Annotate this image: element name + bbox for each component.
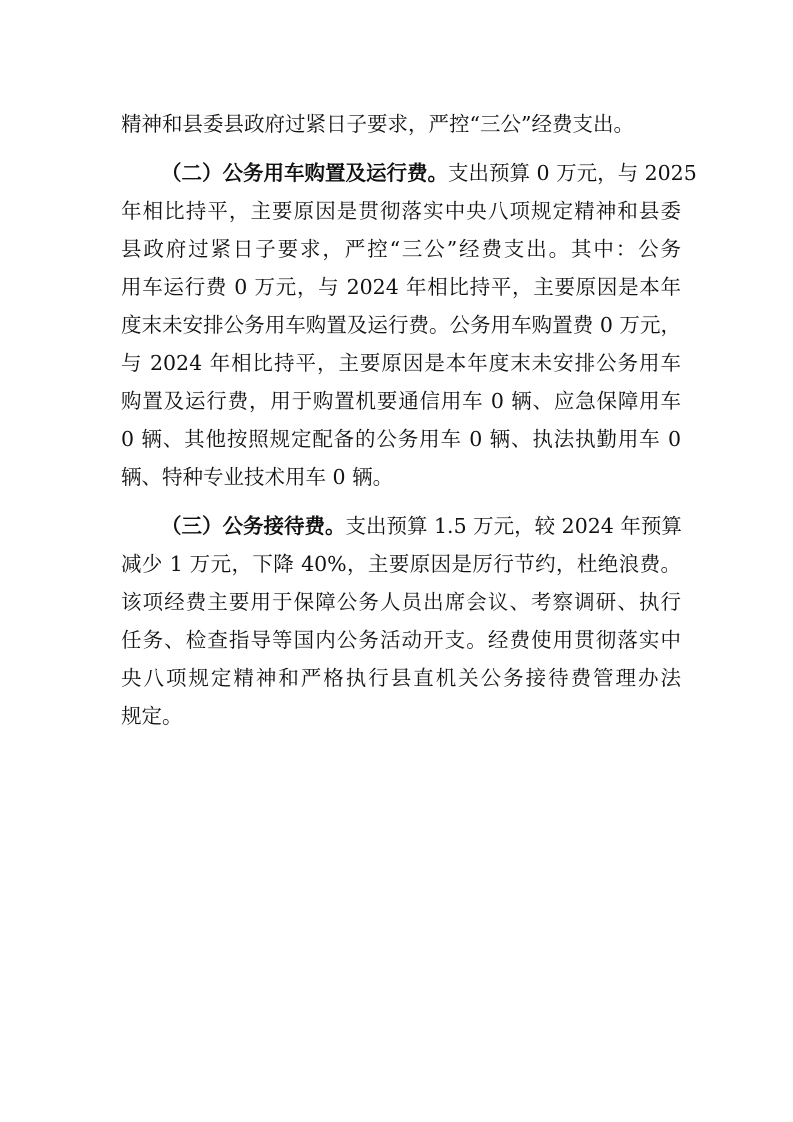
paragraph-3-line-4: 任务、检查指导等国内公务活动开支。经费使用贯彻落实中 <box>121 628 681 652</box>
paragraph-3-line-3: 该项经费主要用于保障公务人员出席会议、考察调研、执行 <box>121 590 681 614</box>
paragraph-3-line-2: 减少 1 万元，下降 40%，主要原因是厉行节约，杜绝浪费。 <box>121 552 681 576</box>
paragraph-2-line-2: 年相比持平，主要原因是贯彻落实中央八项规定精神和县委 <box>121 199 681 223</box>
paragraph-2-line-8: 0 辆、其他按照规定配备的公务用车 0 辆、执法执勤用车 0 <box>121 427 681 451</box>
paragraph-2-line-7: 购置及运行费，用于购置机要通信用车 0 辆、应急保障用车 <box>121 389 681 413</box>
paragraph-2-line-1 <box>161 156 697 190</box>
paragraph-1-line-1: 精神和县委县政府过紧日子要求，严控“三公”经费支出。 <box>121 112 634 136</box>
paragraph-2-heading: （二）公务用车购置及运行费。 <box>161 161 448 185</box>
paragraph-2-line-5: 度末未安排公务用车购置及运行费。公务用车购置费 0 万元， <box>121 313 681 337</box>
paragraph-2-line-9: 辆、特种专业技术用车 0 辆。 <box>121 465 394 489</box>
paragraph-2-line-6: 与 2024 年相比持平，主要原因是本年度末未安排公务用车 <box>121 351 681 375</box>
paragraph-3-line-1 <box>161 509 681 543</box>
paragraph-3-heading: （三）公务接待费。 <box>161 514 346 538</box>
paragraph-3-line-6: 规定。 <box>121 704 183 728</box>
paragraph-2-line-3: 县政府过紧日子要求，严控“三公”经费支出。其中：公务 <box>121 237 681 261</box>
paragraph-3-line-1-text: 支出预算 1.5 万元，较 2024 年预算 <box>345 514 682 538</box>
paragraph-3-line-5: 央八项规定精神和严格执行县直机关公务接待费管理办法 <box>121 666 681 690</box>
paragraph-2-line-1-text: 支出预算 0 万元，与 2025 <box>448 161 697 185</box>
paragraph-2-line-4: 用车运行费 0 万元，与 2024 年相比持平，主要原因是本年 <box>121 275 681 299</box>
